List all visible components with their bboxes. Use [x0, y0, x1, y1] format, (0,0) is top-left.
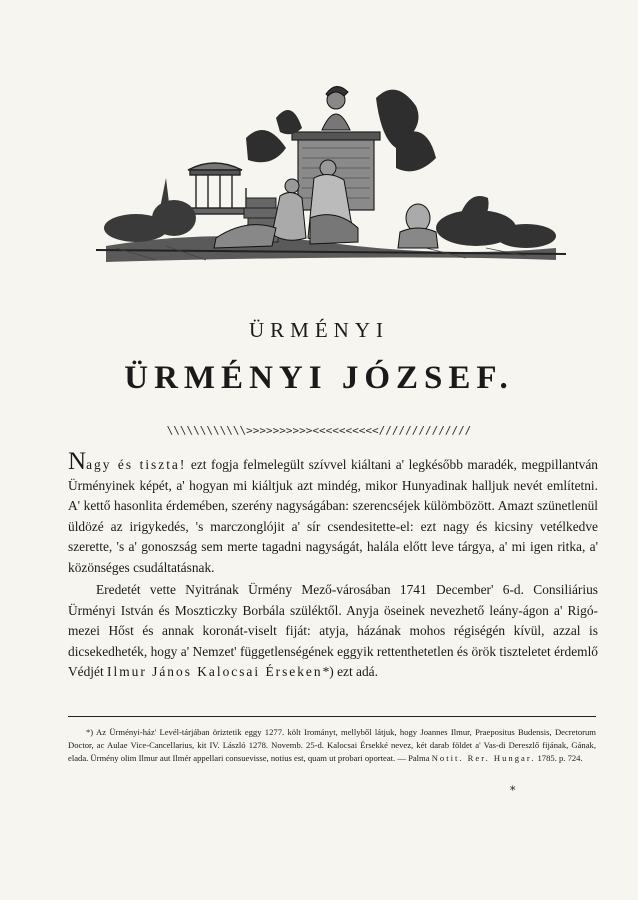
- footnote-text: Az Ürményi-ház' Levél-tárjában öriztetik eggy 1277. költ Irományt, mellyből látjuk, hogy Joannes Ilmur, Praepositus Budensis, Decretorum Doctor, ac Aulae Vice-Cancellarius, kit IV. László 1278. Novemb. 25-d. Kalocsai Érsekké nevez, két darab földet a' Vas-di Dereszlő fijának, Gának, elada. Ürmény olim Ilmur aut Ilmér appellari consuevisse, notius est, quam ut probari oporteat. — Palma: [68, 727, 596, 763]
- body-text: [68, 448, 599, 683]
- paragraph-2: [68, 580, 598, 683]
- footnote: [68, 726, 596, 765]
- paragraph-2-end: *) ezt adá.: [322, 664, 378, 679]
- footnote-marker: *): [86, 727, 94, 737]
- ornamental-divider: \\\\\\\\\\\\>>>>>>>>>><<<<<<<<<<//////////////: [166, 424, 472, 437]
- spaced-opening: agy és tiszta!: [86, 457, 187, 472]
- spaced-name: Ilmur János Kalocsai Érseken: [107, 664, 323, 679]
- footnote-rule: [68, 716, 596, 717]
- paragraph-1-text: ezt fogja felmelegült szívvel kiáltani a' legkésőbb maradék, megpillantván Ürményinek képét, a' hogyan mi kiáltjuk azt mindég, mikor Hunyadinak halljuk nevét említetni. A' kettő hasonlita érdemében, szerény nagyságában: szerencséjek külömbözött. Amazt szünetlenül üldözé az irigykedés, 's marczonglójit a' sír csendesitette-el: ezt nagy és kicsiny vetélkedve szerette, 's a' gonoszság sem merte tagadni nagyságát, halála előtt leve tárgya, a' mi igen ritka, a' közönséges csudáltatásnak.: [68, 457, 599, 575]
- allegorical-vignette-image: [96, 78, 566, 288]
- page-mark: *: [510, 784, 516, 797]
- bust-right: [398, 204, 438, 248]
- page-title: ÜRMÉNYI JÓZSEF.: [124, 360, 514, 396]
- athena-bust: [322, 86, 350, 130]
- footnote-spaced: Notit. Rer. Hungar.: [431, 753, 536, 763]
- paragraph-2-text: Eredetét vette Nyitrának Ürmény Mező-városában 1741 December' 6-d. Consiliárius Ürményi István és Moszticzky Borbála szüléktől. Anyja öseinek nevezhető leány-ágon a' Rigó-mezei Hőst és annak koronát-viselt fiját: atyja, házának mohos régiségén kívül, azzal is dicsekedheték, hogy a' Nemzet' függetlenségének eggyik rettenthetetlen és örök tiszteletet érdemlő Védjét: [68, 582, 598, 679]
- drop-cap: N: [68, 448, 87, 475]
- paragraph-1: [68, 448, 599, 578]
- footnote-end: 1785. p. 724.: [535, 753, 583, 763]
- temple-ruin: [188, 163, 250, 214]
- running-title: ÜRMÉNYI: [249, 318, 389, 342]
